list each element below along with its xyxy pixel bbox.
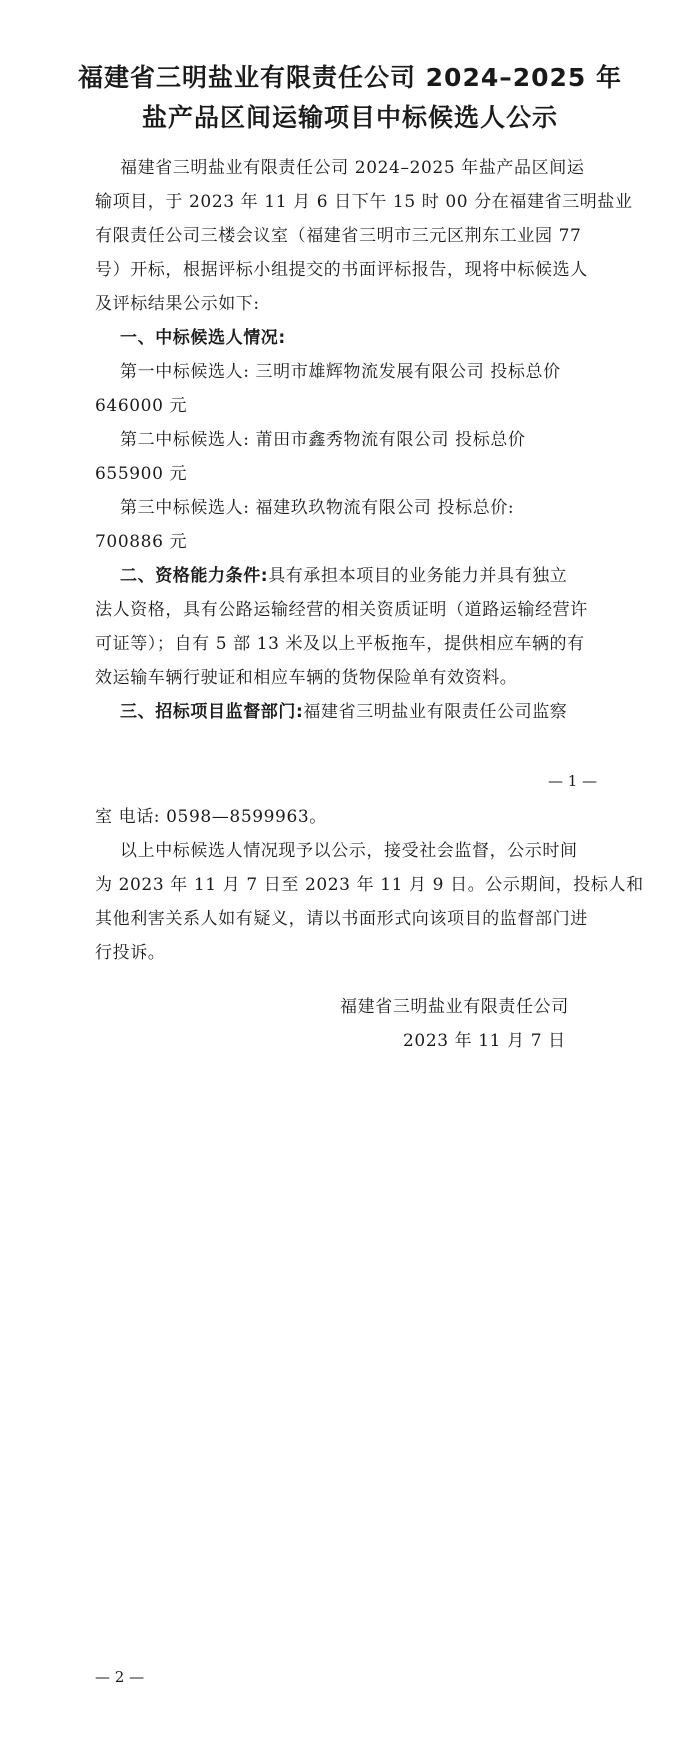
section2-line-4: 效运输车辆行驶证和相应车辆的货物保险单有效资料。 xyxy=(95,668,518,688)
candidate-1-price: 646000 元 xyxy=(95,396,188,416)
candidate-2-line-1: 第二中标候选人: 莆田市鑫秀物流有限公司 投标总价 xyxy=(120,430,526,450)
section2-line-1-text: 具有承担本项目的业务能力并具有独立 xyxy=(268,566,568,586)
notice-line-2: 为 2023 年 11 月 7 日至 2023 年 11 月 9 日。公示期间，投标人和 xyxy=(95,875,644,895)
candidate-2-price: 655900 元 xyxy=(95,464,188,484)
notice-line-3: 其他利害关系人如有疑义，请以书面形式向该项目的监督部门进 xyxy=(95,909,588,929)
notice-line-4: 行投诉。 xyxy=(95,943,166,963)
title-line-2: 盐产品区间运输项目中标候选人公示 xyxy=(141,103,558,132)
section2-line-3: 可证等）；自有 5 部 13 米及以上平板拖车，提供相应车辆的有 xyxy=(95,634,585,654)
intro-line-5: 及评标结果公示如下: xyxy=(95,294,260,314)
section2-line-1 xyxy=(120,561,567,586)
title-line-1: 福建省三明盐业有限责任公司 2024–2025 年 xyxy=(77,63,623,92)
section2-heading: 二、资格能力条件: xyxy=(120,566,269,586)
page2-continuation: 室 电话: 0598—8599963。 xyxy=(95,807,327,827)
section2-line-2: 法人资格，具有公路运输经营的相关资质证明（道路运输经营许 xyxy=(95,600,588,620)
intro-line-3: 有限责任公司三楼会议室（福建省三明市三元区荆东工业园 77 xyxy=(95,226,582,246)
candidate-1-line-1: 第一中标候选人: 三明市雄辉物流发展有限公司 投标总价 xyxy=(120,362,561,382)
page-number-2: — 2 — xyxy=(95,1668,145,1686)
section3-line-1-text: 福建省三明盐业有限责任公司监察 xyxy=(303,702,568,722)
section1-heading: 一、中标候选人情况: xyxy=(120,328,286,348)
candidate-3-price: 700886 元 xyxy=(95,532,188,552)
intro-line-4: 号）开标，根据评标小组提交的书面评标报告，现将中标候选人 xyxy=(95,260,588,280)
intro-line-1: 福建省三明盐业有限责任公司 2024–2025 年盐产品区间运 xyxy=(120,158,585,178)
intro-line-2: 输项目，于 2023 年 11 月 6 日下午 15 时 00 分在福建省三明盐业 xyxy=(95,192,633,212)
section3-line-1 xyxy=(120,697,567,722)
candidate-3-line-1: 第三中标候选人: 福建玖玖物流有限公司 投标总价: xyxy=(120,498,515,518)
signature-organization: 福建省三明盐业有限责任公司 xyxy=(340,997,569,1017)
signature-date: 2023 年 11 月 7 日 xyxy=(403,1031,566,1051)
section3-heading: 三、招标项目监督部门: xyxy=(120,702,304,722)
notice-line-1: 以上中标候选人情况现予以公示，接受社会监督，公示时间 xyxy=(120,841,578,861)
page-number-1: — 1 — xyxy=(548,772,598,790)
